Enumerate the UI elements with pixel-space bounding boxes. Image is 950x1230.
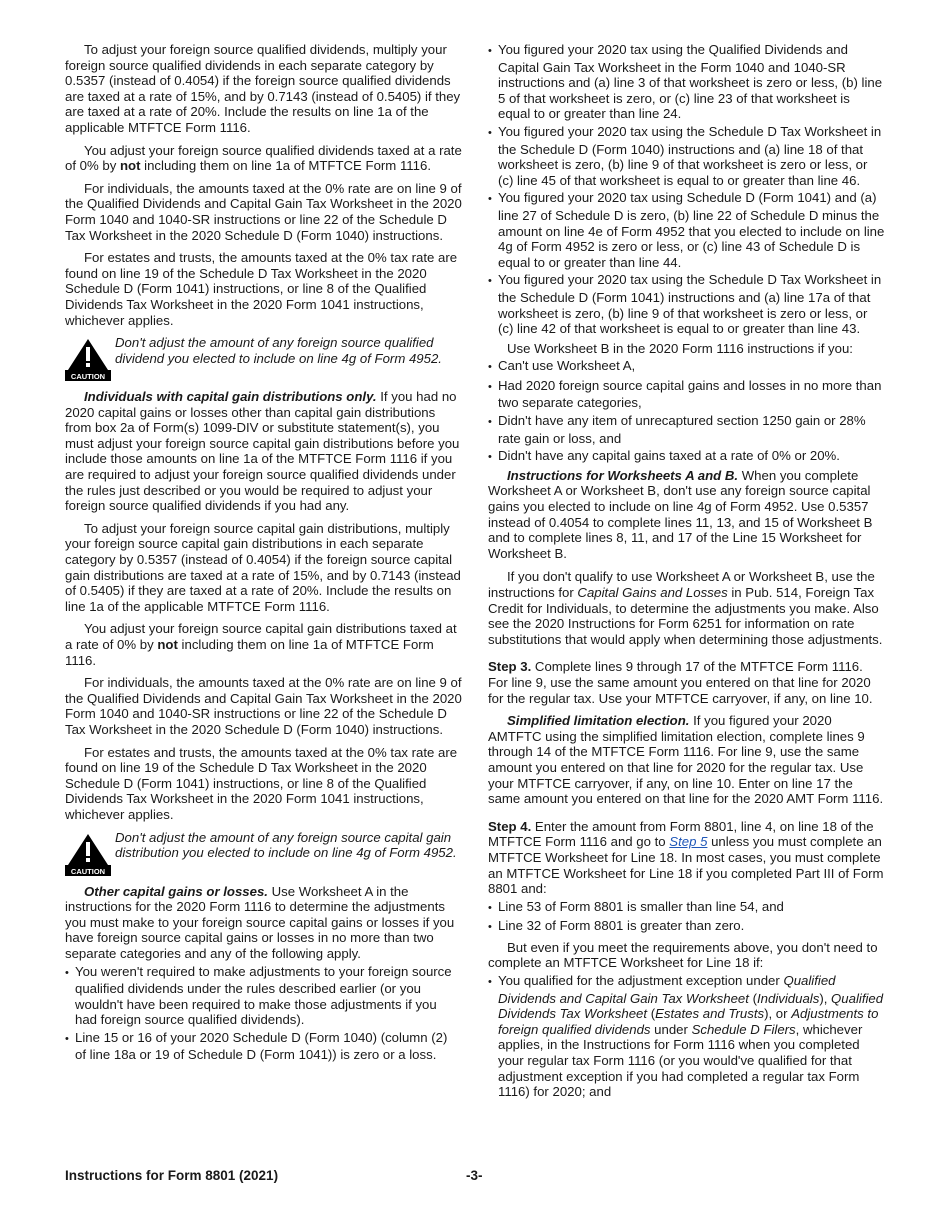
bullet-icon: • [65,1032,69,1045]
bullet-icon: • [488,193,492,206]
step-5-link[interactable]: Step 5 [669,834,708,850]
list-item: • You figured your 2020 tax using the Schedule D Tax Worksheet in the Schedule D (Form 1041) instructions and (a) line 17a of that worksheet is zero, (b) line 9 of that worksheet is zero or less, or (c) line 42 of that worksheet is equal to or greater than line 43. [488,272,882,337]
step-label: Step 4. [488,818,532,834]
caution-note [65,830,462,876]
list-item: • You figured your 2020 tax using the Schedule D Tax Worksheet in the Schedule D (Form 1040) instructions and (a) line 18 of that worksheet is zero, (b) line 9 of that worksheet is zero or less, or (c) line 45 of that worksheet is equal to or greater than line 46. [488,123,882,188]
paragraph: Other capital gains or losses. Use Worksheet A in the instructions for the 2020 Form 1116 to determine the adjustments you must make to your foreign source capital gains or losses if you have foreign source capital gains or losses in no more than two separate categories and any of the following apply. [65,883,455,961]
section-heading: Individuals with capital gain distributions only. [84,389,377,405]
caution-label: CAUTION [70,866,106,876]
step-label: Step 3. [488,659,532,675]
caution-icon [65,832,111,876]
bullet-icon: • [488,361,492,374]
paragraph: But even if you meet the requirements above, you don't need to complete an MTFTCE Worksheet for Line 18 if: [488,939,878,971]
paragraph: Step 4. Enter the amount from Form 8801, line 4, on line 18 of the MTFTCE Form 1116 and go to Step 5 unless you must complete an MTFTCE Worksheet for Line 18. In most cases, you must complete an MTFTCE Worksheet for Line 18 if you completed Part III of Form 8801 and: [488,818,884,897]
caution-text: Don't adjust the amount of any foreign source qualified dividend you elected to include on line 4g of Form 4952. [115,335,442,366]
left-column [65,42,462,1065]
section-heading: Instructions for Worksheets A and B. [507,467,739,483]
bullet-icon: • [488,275,492,288]
paragraph: For estates and trusts, the amounts taxed at the 0% tax rate are found on line 19 of the Schedule D Tax Worksheet in the 2020 Schedule D (Form 1041) instructions, or line 8 of the Qualified Dividends Tax Worksheet in the 2020 Form 1041 instructions, whichever applies. [65,744,458,822]
bullet-icon: • [65,966,69,979]
paragraph: Instructions for Worksheets A and B. When you complete Worksheet A or Worksheet B, don't use any foreign source capital gains you elected to include on line 4g of Form 4952. Use 0.5357 instead of 0.4054 to complete lines 11, 13, and 15 of Worksheet B and to complete lines 8, 11, and 17 of the Line 15 Worksheet for Worksheet B. [488,467,873,561]
list-item: • Line 32 of Form 8801 is greater than zero. [488,918,885,936]
list-item: • Didn't have any capital gains taxed at a rate of 0% or 20%. [488,448,885,466]
paragraph: To adjust your foreign source qualified dividends, multiply your foreign source qualified dividends in each separate category by 0.5357 (instead of 0.4054) if the foreign source qualified dividends are taxed at a rate of 15%, and by 0.7143 (instead of 0.5405) if they are taxed at a rate of 20%. Include the results on line 1a of the applicable MTFTCE Form 1116. [65,42,461,135]
list-item: • You weren't required to make adjustments to your foreign source qualified dividends under the rules described earlier (or you wouldn't have been required to make those adjustments if you had foreign source qualified dividends). [65,963,452,1028]
paragraph: Use Worksheet B in the 2020 Form 1116 instructions if you: [507,340,853,356]
list-item: • Line 53 of Form 8801 is smaller than line 54, and [488,899,885,917]
list-item: • Didn't have any item of unrecaptured section 1250 gain or 28% rate gain or loss, and [488,413,866,446]
bullet-icon: • [488,416,492,429]
paragraph: You adjust your foreign source capital gain distributions taxed at a rate of 0% by not including them on line 1a of MTFTCE Form 1116. [65,621,457,668]
caution-icon [65,337,111,381]
paragraph: You adjust your foreign source qualified dividends taxed at a rate of 0% by not including them on line 1a of MTFTCE Form 1116. [65,142,462,174]
list-item: • You qualified for the adjustment exception under Qualified Dividends and Capital Gain Tax Worksheet (Individuals), Qualified Dividends Tax Worksheet (Estates and Trusts), or Adjustments to foreign qualified dividends under Schedule D Filers, whichever applies, in the Instructions for Form 1116 when you completed your regular tax Form 1116 (or you would've qualified for that adjustment exception if you had completed a regular tax Form 1116) for 2020; and [488,973,884,1100]
paragraph: Step 3. Complete lines 9 through 17 of the MTFTCE Form 1116. For line 9, use the same amount you entered on that line for 2020 for the regular tax. Use your MTFTCE carryover, if any, on line 10. [488,659,873,706]
footer-title: Instructions for Form 8801 (2021) [65,1168,279,1183]
paragraph: Simplified limitation election. If you figured your 2020 AMTFTC using the simplified limitation election, complete lines 9 through 14 of the MTFTCE Form 1116. For line 9, use the same amount you entered on that line for 2020 for the regular tax. Use your MTFTCE carryover, if any, on line 10. Enter on line 17 the same amount you entered on that line for the 2020 AMT Form 1116. [488,713,884,807]
bullet-icon: • [488,45,492,57]
list-item: • Line 15 or 16 of your 2020 Schedule D (Form 1040) (column (2) of line 18a or 19 of Schedule D (Form 1041)) is zero or a loss. [65,1029,448,1063]
paragraph: If you don't qualify to use Worksheet A or Worksheet B, use the instructions for Capital Gains and Losses in Pub. 514, Foreign Tax Credit for Individuals, to determine the adjustments you make. Also see the 2020 Instructions for Form 6251 for information on rate substitutions that would apply when determining those adjustments. [488,569,883,647]
paragraph: For estates and trusts, the amounts taxed at the 0% tax rate are found on line 19 of the Schedule D Tax Worksheet in the 2020 Schedule D (Form 1041) instructions, or line 8 of the Qualified Dividends Tax Worksheet in the 2020 Form 1041 instructions, whichever applies. [65,250,458,328]
paragraph: Individuals with capital gain distributions only. If you had no 2020 capital gains or losses other than capital gain distributions from box 2a of Form(s) 1099-DIV or substitute statement(s), you must adjust your foreign source capital gain distributions before you include those amounts on line 1a of the MTFTCE Form 1116 if you are required to adjust your foreign source qualified dividends under the rules just described or you would be required to adjust your foreign source qualified dividends if you had any. [65,389,460,514]
list-item: • Had 2020 foreign source capital gains and losses in no more than two separate categories, [488,377,882,411]
bullet-icon: • [488,921,492,934]
bullet-icon: • [488,451,492,464]
paragraph: For individuals, the amounts taxed at the 0% rate are on line 9 of the Qualified Dividends and Capital Gain Tax Worksheet in the 2020 Form 1040 and 1040-SR instructions or line 22 of the Schedule D Tax Worksheet in the 2020 Schedule D (Form 1040) instructions. [65,180,462,243]
caution-note [65,335,462,381]
paragraph: To adjust your foreign source capital gain distributions, multiply your foreign source capital gain distributions in each separate category by 0.5357 (instead of 0.4054) if the foreign source capital gain distributions are taxed at a rate of 15%, and by 0.7143 (instead of 0.5405) if they are taxed at a rate of 20%. Include the results on line 1a of the applicable MTFTCE Form 1116. [65,520,461,614]
list-item: • Can't use Worksheet A, [488,358,885,376]
list-item: • You figured your 2020 tax using the Qualified Dividends and Capital Gain Tax Worksheet in the Form 1040 and 1040-SR instructions and (a) line 3 of that worksheet is zero or less, (b) line 5 of that worksheet is zero, or (c) line 23 of that worksheet is equal to or greater than line 24. [488,42,883,122]
caution-label: CAUTION [70,372,106,382]
bullet-icon: • [488,901,492,914]
paragraph: For individuals, the amounts taxed at the 0% rate are on line 9 of the Qualified Dividends and Capital Gain Tax Worksheet in the 2020 Form 1040 and 1040-SR instructions or line 22 of the Schedule D Tax Worksheet in the 2020 Schedule D (Form 1040) instructions. [65,675,462,737]
caution-text: Don't adjust the amount of any foreign source capital gain distribution you elected to include on line 4g of Form 4952. [115,829,457,861]
right-column [488,42,885,1102]
section-heading: Simplified limitation election. [507,713,690,729]
list-item: • You figured your 2020 tax using Schedule D (Form 1041) and (a) line 27 of Schedule D is zero, (b) line 22 of Schedule D minus the amount on line 4e of Form 4952 that you elected to include on line 4g of Form 4952 is zero or less, or (c) line 43 of Schedule D is equal to or greater than line 44. [488,190,885,270]
bullet-icon: • [488,976,492,989]
section-heading: Other capital gains or losses. [84,883,268,899]
bullet-icon: • [488,380,492,393]
bullet-icon: • [488,126,492,139]
page-number: -3- [466,1168,483,1183]
